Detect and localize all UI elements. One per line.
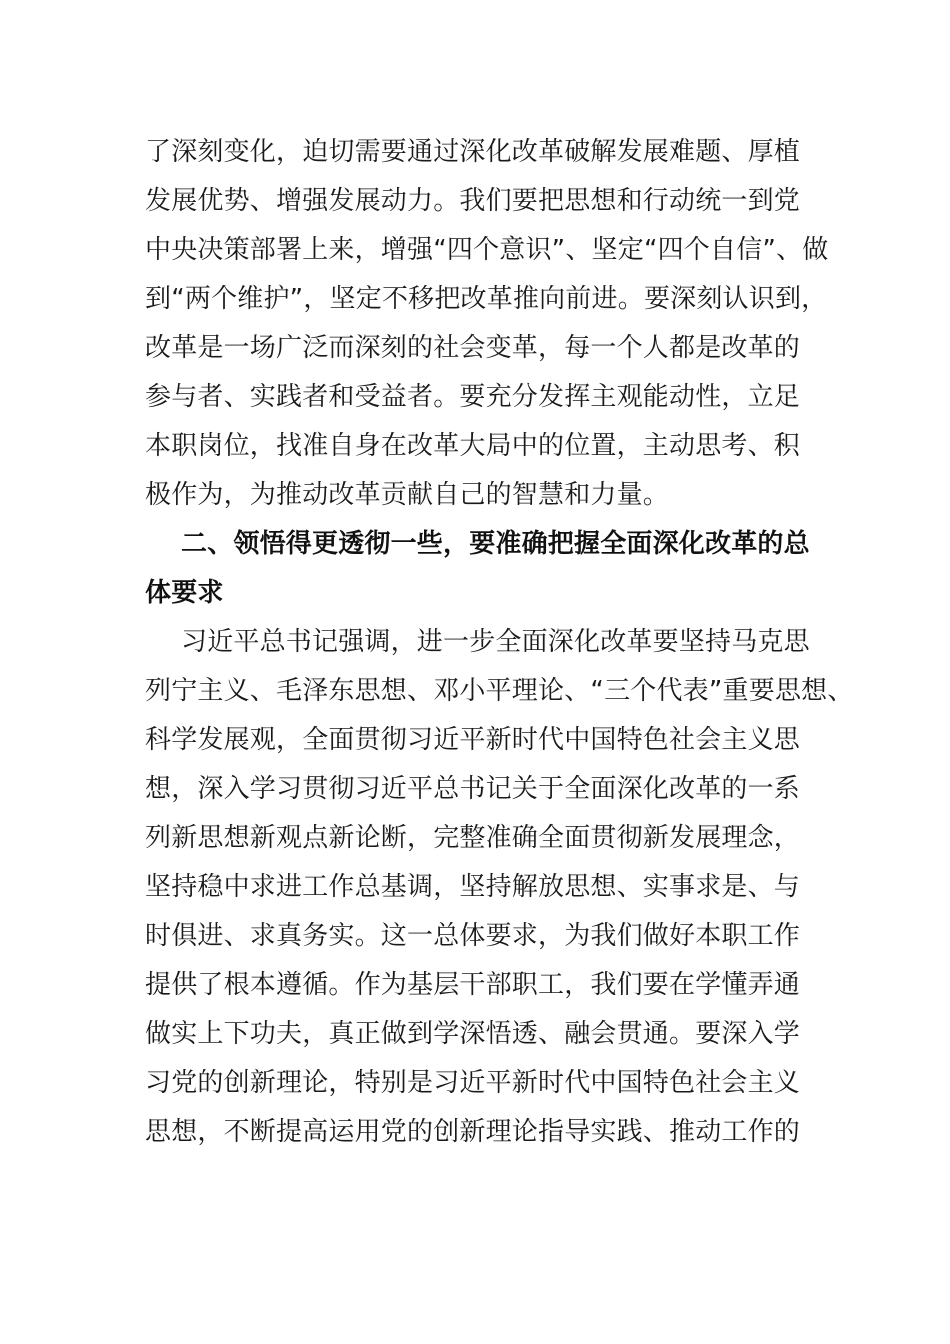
text-line: 了深刻变化，迫切需要通过深化改革破解发展难题、厚植: [145, 137, 801, 167]
text-line: 发展优势、增强发展动力。我们要把思想和行动统一到党: [145, 186, 801, 216]
text-line: 参与者、实践者和受益者。要充分发挥主观能动性，立足: [145, 382, 801, 412]
text-line: 中央决策部署上来，增强“四个意识”、坚定“四个自信”、做: [145, 235, 829, 265]
section-heading: [145, 520, 825, 618]
text-line: 思想，不断提高运用党的创新理论指导实践、推动工作的: [145, 1117, 801, 1147]
text-line: 提供了根本遵循。作为基层干部职工，我们要在学懂弄通: [145, 970, 801, 1000]
text-line: 列宁主义、毛泽东思想、邓小平理论、“三个代表”重要思想、: [145, 676, 854, 706]
text-line: 科学发展观，全面贯彻习近平新时代中国特色社会主义思: [145, 725, 801, 755]
document-body: [145, 128, 854, 1157]
paragraph: [145, 618, 854, 1157]
heading-line: 体要求: [145, 578, 224, 608]
text-line: 习近平总书记强调，进一步全面深化改革要坚持马克思: [181, 627, 810, 657]
text-line: 时俱进、求真务实。这一总体要求，为我们做好本职工作: [145, 921, 801, 951]
heading-line: 二、领悟得更透彻一些，要准确把握全面深化改革的总: [181, 529, 810, 559]
text-line: 本职岗位，找准自身在改革大局中的位置，主动思考、积: [145, 431, 801, 461]
text-line: 习党的创新理论，特别是习近平新时代中国特色社会主义: [145, 1068, 801, 1098]
text-line: 极作为，为推动改革贡献自己的智慧和力量。: [145, 480, 670, 510]
text-line: 列新思想新观点新论断，完整准确全面贯彻新发展理念，: [145, 823, 801, 853]
text-line: 到“两个维护”，坚定不移把改革推向前进。要深刻认识到，: [145, 284, 828, 314]
text-line: 坚持稳中求进工作总基调，坚持解放思想、实事求是、与: [145, 872, 801, 902]
text-line: 改革是一场广泛而深刻的社会变革，每一个人都是改革的: [145, 333, 801, 363]
text-line: 想，深入学习贯彻习近平总书记关于全面深化改革的一系: [145, 774, 801, 804]
text-line: 做实上下功夫，真正做到学深悟透、融会贯通。要深入学: [145, 1019, 801, 1049]
paragraph-continued: [145, 128, 829, 520]
